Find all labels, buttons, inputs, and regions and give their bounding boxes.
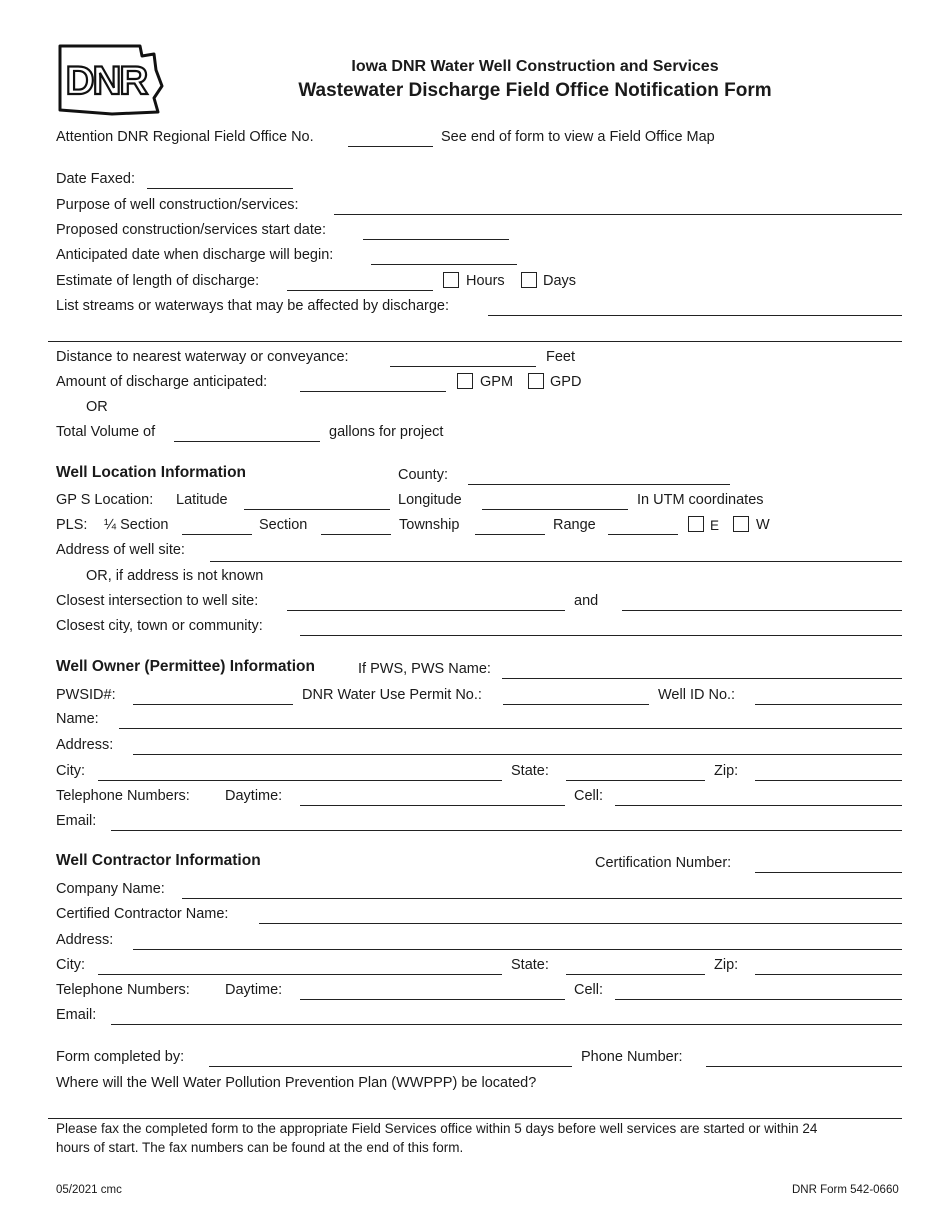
dnr-logo xyxy=(54,42,164,118)
hours-label: Hours xyxy=(466,273,505,289)
footer-date-code: 05/2021 cmc xyxy=(56,1184,122,1196)
streams-label: List streams or waterways that may be affected by discharge: xyxy=(56,298,450,314)
pws-name-label: If PWS, PWS Name: xyxy=(358,661,491,677)
gpm-checkbox[interactable] xyxy=(457,373,473,389)
company-field[interactable] xyxy=(182,898,902,899)
intersection-field-1[interactable] xyxy=(287,610,565,611)
well-id-field[interactable] xyxy=(755,704,902,705)
contractor-zip-label: Zip: xyxy=(714,957,739,973)
date-faxed-field[interactable] xyxy=(147,188,293,189)
permit-field[interactable] xyxy=(503,704,649,705)
permit-label: DNR Water Use Permit No.: xyxy=(302,687,482,703)
owner-cell-label: Cell: xyxy=(574,788,604,804)
range-field[interactable] xyxy=(608,534,678,535)
owner-city-field[interactable] xyxy=(98,780,502,781)
township-label: Township xyxy=(399,517,460,533)
west-label: W xyxy=(756,517,770,533)
total-volume-field[interactable] xyxy=(174,441,320,442)
owner-state-field[interactable] xyxy=(566,780,705,781)
longitude-label: Longitude xyxy=(398,492,462,508)
begin-date-label: Anticipated date when discharge will begin: xyxy=(56,247,334,263)
length-label: Estimate of length of discharge: xyxy=(56,273,260,289)
certification-label: Certification Number: xyxy=(595,855,732,871)
amount-field[interactable] xyxy=(300,391,446,392)
certified-name-label: Certified Contractor Name: xyxy=(56,906,229,922)
owner-state-label: State: xyxy=(511,763,549,779)
logo-wordmark: DNR xyxy=(65,59,147,103)
owner-email-label: Email: xyxy=(56,813,97,829)
intersection-label: Closest intersection to well site: xyxy=(56,593,259,609)
contractor-address-field[interactable] xyxy=(133,949,902,950)
contractor-daytime-label: Daytime: xyxy=(225,982,283,998)
contractor-heading: Well Contractor Information xyxy=(56,852,261,869)
utm-label: In UTM coordinates xyxy=(637,492,764,508)
west-checkbox[interactable] xyxy=(733,516,749,532)
contractor-email-label: Email: xyxy=(56,1007,97,1023)
org-line: Iowa DNR Water Well Construction and Services xyxy=(351,58,719,75)
distance-field[interactable] xyxy=(390,366,536,367)
section-label: Section xyxy=(259,517,308,533)
feet-label: Feet xyxy=(546,349,576,365)
length-field[interactable] xyxy=(287,290,433,291)
county-label: County: xyxy=(398,467,448,483)
contractor-address-label: Address: xyxy=(56,932,114,948)
pws-name-field[interactable] xyxy=(502,678,902,679)
owner-daytime-label: Daytime: xyxy=(225,788,283,804)
gallons-label: gallons for project xyxy=(329,424,444,440)
attention-label: Attention DNR Regional Field Office No. xyxy=(56,129,314,145)
intersection-field-2[interactable] xyxy=(622,610,902,611)
completed-by-label: Form completed by: xyxy=(56,1049,185,1065)
owner-address-field[interactable] xyxy=(133,754,902,755)
form-title: Wastewater Discharge Field Office Notification Form xyxy=(298,80,772,101)
latitude-label: Latitude xyxy=(176,492,228,508)
and-label: and xyxy=(574,593,599,609)
east-checkbox[interactable] xyxy=(688,516,704,532)
streams-field-line-2[interactable] xyxy=(48,341,902,342)
total-volume-label: Total Volume of xyxy=(56,424,156,440)
footer-instructions: Please fax the completed form to the appropriate Field Services office within 5 days before well services are started or within 24 xyxy=(56,1121,818,1136)
well-id-label: Well ID No.: xyxy=(658,687,736,703)
owner-cell-field[interactable] xyxy=(615,805,902,806)
gpm-label: GPM xyxy=(480,374,514,390)
purpose-field[interactable] xyxy=(334,214,902,215)
pwsid-label: PWSID#: xyxy=(56,687,116,703)
date-faxed-label: Date Faxed: xyxy=(56,171,135,187)
latitude-field[interactable] xyxy=(244,509,390,510)
owner-zip-field[interactable] xyxy=(755,780,902,781)
township-field[interactable] xyxy=(475,534,545,535)
contractor-daytime-field[interactable] xyxy=(300,999,565,1000)
owner-daytime-field[interactable] xyxy=(300,805,565,806)
distance-label: Distance to nearest waterway or conveyance: xyxy=(56,349,349,365)
wwppp-question: Where will the Well Water Pollution Prevention Plan (WWPPP) be located? xyxy=(56,1075,537,1091)
east-label: E xyxy=(710,518,720,533)
well-address-field[interactable] xyxy=(210,561,902,562)
owner-telephone-label: Telephone Numbers: xyxy=(56,788,190,804)
contractor-zip-field[interactable] xyxy=(755,974,902,975)
streams-field[interactable] xyxy=(488,315,902,316)
or-unknown-label: OR, if address is not known xyxy=(86,568,264,584)
closest-city-label: Closest city, town or community: xyxy=(56,618,263,634)
owner-zip-label: Zip: xyxy=(714,763,739,779)
footer-instructions-2: hours of start. The fax numbers can be found at the end of this form. xyxy=(56,1140,464,1155)
contractor-email-field[interactable] xyxy=(111,1024,902,1025)
begin-date-field[interactable] xyxy=(371,264,517,265)
hours-checkbox[interactable] xyxy=(443,272,459,288)
start-date-label: Proposed construction/services start date: xyxy=(56,222,326,238)
longitude-field[interactable] xyxy=(482,509,628,510)
days-label: Days xyxy=(543,273,577,289)
field-office-map-note: See end of form to view a Field Office Map xyxy=(441,129,715,145)
contractor-cell-label: Cell: xyxy=(574,982,604,998)
well-address-label: Address of well site: xyxy=(56,542,185,558)
owner-name-field[interactable] xyxy=(119,728,902,729)
owner-city-label: City: xyxy=(56,763,85,779)
amount-label: Amount of discharge anticipated: xyxy=(56,374,268,390)
phone-number-label: Phone Number: xyxy=(581,1049,683,1065)
section-field[interactable] xyxy=(321,534,391,535)
certified-name-field[interactable] xyxy=(259,923,902,924)
owner-email-field[interactable] xyxy=(111,830,902,831)
days-checkbox[interactable] xyxy=(521,272,537,288)
closest-city-field[interactable] xyxy=(300,635,902,636)
pwsid-field[interactable] xyxy=(133,704,293,705)
contractor-city-label: City: xyxy=(56,957,85,973)
contractor-state-field[interactable] xyxy=(566,974,705,975)
county-field[interactable] xyxy=(468,484,730,485)
contractor-city-field[interactable] xyxy=(98,974,502,975)
owner-heading: Well Owner (Permittee) Information xyxy=(56,658,315,675)
contractor-state-label: State: xyxy=(511,957,549,973)
footer-divider xyxy=(48,1118,902,1119)
quarter-section-field[interactable] xyxy=(182,534,252,535)
contractor-cell-field[interactable] xyxy=(615,999,902,1000)
owner-address-label: Address: xyxy=(56,737,114,753)
footer-form-number: DNR Form 542-0660 xyxy=(792,1184,899,1196)
well-location-heading: Well Location Information xyxy=(56,464,247,481)
owner-name-label: Name: xyxy=(56,711,99,727)
gpd-checkbox[interactable] xyxy=(528,373,544,389)
pls-label: PLS: xyxy=(56,517,88,533)
certification-field[interactable] xyxy=(755,872,902,873)
quarter-section-label: ¼ Section xyxy=(104,517,169,533)
field-office-no-field[interactable] xyxy=(348,146,433,147)
company-label: Company Name: xyxy=(56,881,165,897)
or-label: OR xyxy=(86,399,108,415)
purpose-label: Purpose of well construction/services: xyxy=(56,197,299,213)
phone-number-field[interactable] xyxy=(706,1066,902,1067)
contractor-telephone-label: Telephone Numbers: xyxy=(56,982,190,998)
range-label: Range xyxy=(553,517,596,533)
gpd-label: GPD xyxy=(550,374,582,390)
start-date-field[interactable] xyxy=(363,239,509,240)
completed-by-field[interactable] xyxy=(209,1066,572,1067)
gps-label: GP S Location: xyxy=(56,492,154,508)
